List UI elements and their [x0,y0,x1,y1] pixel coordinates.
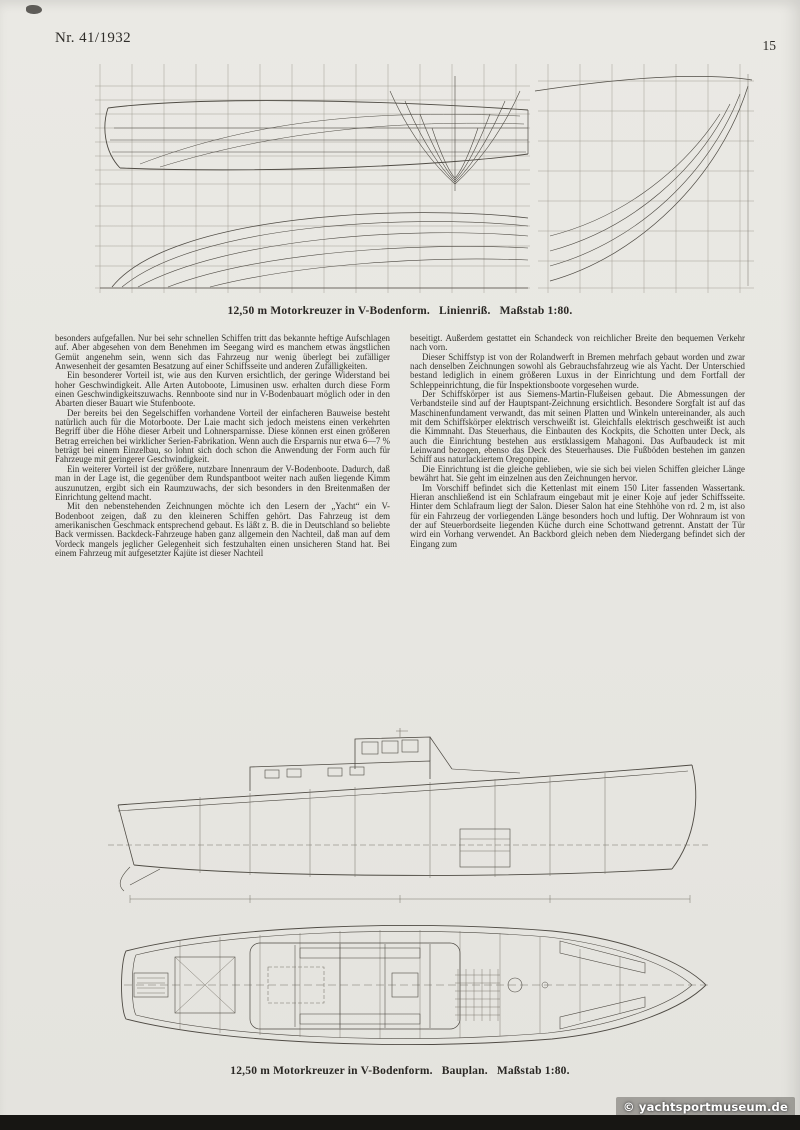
paragraph: beseitigt. Außerdem gestattet ein Schandeck von reichlicher Breite den bequemen Verkehr nach vorn. [410,333,745,353]
paragraph: Der Schiffskörper ist aus Siemens-Martin-Flußeisen gebaut. Die Abmessungen der Verbandsteile sind auf der Hauptspant-Zeichnung ersichtlich. Besondere Sorgfalt ist auf das Maschinenfundament verwandt, das mit seinen Platten und Winkeln untereinander, als auch mit dem Schiffskörper elektrisch verschweißt ist. Gleichfalls elektrisch geschweißt ist auch die Kimmnaht. Das Steuerhaus, die Einbauten des Kockpits, die Schotten unter Deck, als auch die Einrichtung bestehen aus erstklassigem Mahagoni. Das Aufbaudeck ist mit Leinwand bezogen, ebenso das Deck des Steuerhauses. Die Fußböden bestehen im ganzen Schiff aus naturlackiertem Oregonpine. [410,389,745,465]
linienriss-figure [80,56,760,301]
issue-number: Nr. 41/1932 [55,30,132,46]
article-body [55,334,745,558]
bauplan-caption: 12,50 m Motorkreuzer in V-Bodenform. Bauplan. Maßstab 1:80. [230,1065,570,1077]
scan-bottom-bar [0,1115,800,1130]
bauplan-drawing [100,727,720,1059]
paragraph: Mit den nebenstehenden Zeichnungen möchte ich den Lesern der „Yacht“ ein V-Bodenboot zeigen, daß zu den kleineren Schiffen gehört. Das Fahrzeug ist dem amerikanischen Geschmack entsprechend gebaut. Es läßt z. B. die in Deutschland so beliebte Back vermissen. Backdeck-Fahrzeuge haben ganz allgemein den Nachteil, daß man auf dem Vordeck mangels jeglicher Gelegenheit sich festzuhalten einen unsicheren Stand hat. Bei einem Fahrzeug mit aufgesetzter Kajüte ist dieser Nachteil [55,501,390,558]
paragraph: Der bereits bei den Segelschiffen vorhandene Vorteil der einfacheren Bauweise besteht natürlich auch für die Motorboote. Der Laie macht sich jedoch meistens einen verkehrten Begriff über die Höhe dieser Arbeit und Lohnersparnisse. Diese können erst einen größeren Betrag erreichen bei wirklicher Serien-Fabrikation. Wenn auch die Ersparnis nur etwa 6—7 % beträgt bei einem Einzelbau, so lohnt sich doch schon die Anwendung der Form auch für Fahrzeuge mit geringerer Geschwindigkeit. [55,407,390,465]
paragraph: Ein weiterer Vorteil ist der größere, nutzbare Innenraum der V-Bodenboote. Dadurch, daß man in der Lage ist, die gegenüber dem Rundspantboot weiter nach außen liegende Kimm auszunutzen, ergibt sich ein Raumzuwachs, der sich besonders in den Breitenmaßen der Einrichtung geltend macht. [55,463,390,502]
watermark-text: © yachtsportmuseum.de [623,1100,788,1114]
linienriss-caption: 12,50 m Motorkreuzer in V-Bodenform. Linienriß. Maßstab 1:80. [227,305,573,317]
bauplan-figure [100,727,720,1059]
scan-artifact [26,5,42,14]
linienriss-drawing [80,56,760,301]
page-number: 15 [762,38,776,53]
paragraph: Dieser Schiffstyp ist von der Rolandwerft in Bremen mehrfach gebaut worden und zwar nach denselben Zeichnungen sowohl als Gebrauchsfahrzeug wie als Yacht. Der Unterschied bestand lediglich in einem größeren Luxus in der Einrichtung und dem Fortfall der Schleppeinrichtung, die für Inspektionsboote vorgesehen wurde. [410,351,745,390]
paragraph: Die Einrichtung ist die gleiche geblieben, wie sie sich bei vielen Schiffen gleicher Länge bewährt hat. Sie geht im einzelnen aus den Zeichnungen hervor. [410,463,745,484]
paragraph: Im Vorschiff befindet sich die Kettenlast mit einem 150 Liter fassenden Wassertank. Hieran anschließend ist ein Schlafraum eingebaut mit je einer Koje auf jeder Schiffsseite. Hinter dem Schlafraum liegt der Salon. Dieser Salon hat eine Stehhöhe von rd. 2 m, ist also für ein Fahrzeug der vorliegenden Länge besonders hoch und luftig. Der Wohnraum ist von der auf Steuerbordseite liegenden Küche durch eine Schottwand getrennt. Anstatt der Tür wird ein Vorhang verwendet. An Backbord gleich neben dem Niedergang befindet sich der Eingang zum [410,482,745,549]
paragraph: Ein besonderer Vorteil ist, wie aus den Kurven ersichtlich, der geringe Widerstand bei hoher Geschwindigkeit. Alle Arten Autoboote, Limusinen usw. erhalten durch diese Form einen Geschwindigkeitszuwachs. Rennboote sind nur in V-Bodenbauart möglich oder in den Abarten dieser Bauart wie Stufenboote. [55,370,390,409]
article-left-column [55,334,390,558]
paragraph: besonders aufgefallen. Nur bei sehr schnellen Schiffen tritt das bekannte heftige Aufschlagen auf. Aber abgesehen von dem Benehmen im Seegang wird es manchem etwas ängstlichen Gemüt angenehm sein, wenn sich das Fahrzeug nur wenig überlegt bei zufälliger Anwesenheit der gesamten Besatzung auf einer Schiffsseite und anderen Zufälligkeiten. [55,333,390,372]
article-right-column [410,334,745,558]
